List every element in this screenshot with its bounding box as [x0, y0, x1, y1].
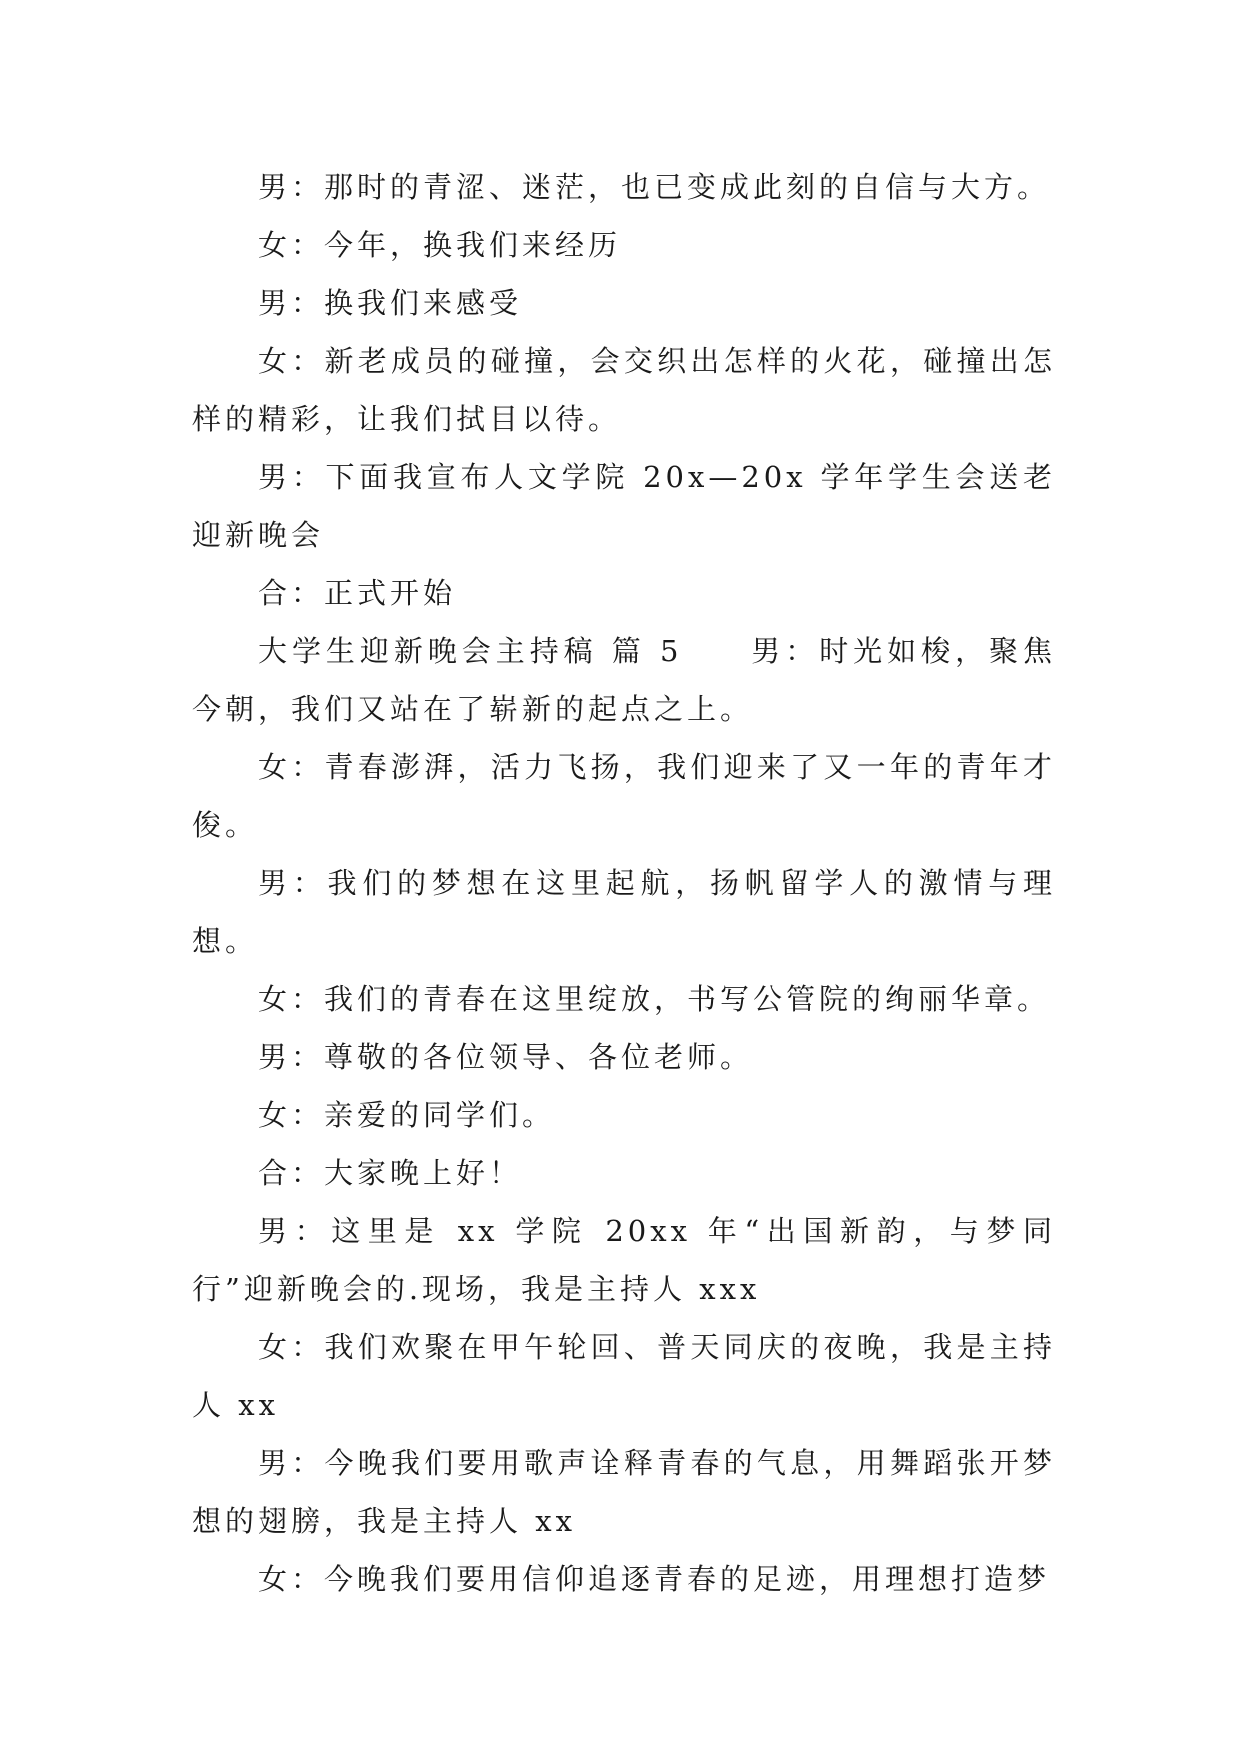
paragraph: 男：我们的梦想在这里起航，扬帆留学人的激情与理想。: [192, 866, 1056, 958]
paragraph: 男：换我们来感受: [258, 286, 523, 320]
paragraph: 女：我们的青春在这里绽放，书写公管院的绚丽华章。: [258, 982, 1051, 1016]
paragraph: 女：我们欢聚在甲午轮回、普天同庆的夜晚，我是主持人 xx: [192, 1330, 1056, 1422]
paragraph: 合：大家晚上好！: [258, 1156, 523, 1190]
paragraph: 合：正式开始: [258, 576, 457, 610]
paragraph: 女：青春澎湃，活力飞扬，我们迎来了又一年的青年才俊。: [192, 750, 1056, 842]
paragraph: 男：今晚我们要用歌声诠释青春的气息，用舞蹈张开梦想的翅膀，我是主持人 xx: [192, 1446, 1056, 1538]
document-body: [192, 158, 1056, 1608]
paragraph: 女：新老成员的碰撞，会交织出怎样的火花，碰撞出怎样的精彩，让我们拭目以待。: [192, 344, 1056, 436]
paragraph: 男：下面我宣布人文学院 20x—20x 学年学生会送老迎新晚会: [192, 460, 1056, 552]
paragraph: 男：这里是 xx 学院 20xx 年“出国新韵，与梦同行”迎新晚会的.现场，我是主持人 xxx: [192, 1214, 1056, 1306]
paragraph: 女：今年，换我们来经历: [258, 228, 622, 262]
paragraph: 女：亲爱的同学们。: [258, 1098, 556, 1132]
paragraph: 大学生迎新晚会主持稿 篇 5 男：时光如梭，聚焦今朝，我们又站在了崭新的起点之上。: [192, 634, 1056, 726]
paragraph: 男：那时的青涩、迷茫，也已变成此刻的自信与大方。: [258, 170, 1051, 204]
paragraph: 女：今晚我们要用信仰追逐青春的足迹，用理想打造梦: [258, 1562, 1051, 1596]
paragraph: 男：尊敬的各位领导、各位老师。: [258, 1040, 754, 1074]
